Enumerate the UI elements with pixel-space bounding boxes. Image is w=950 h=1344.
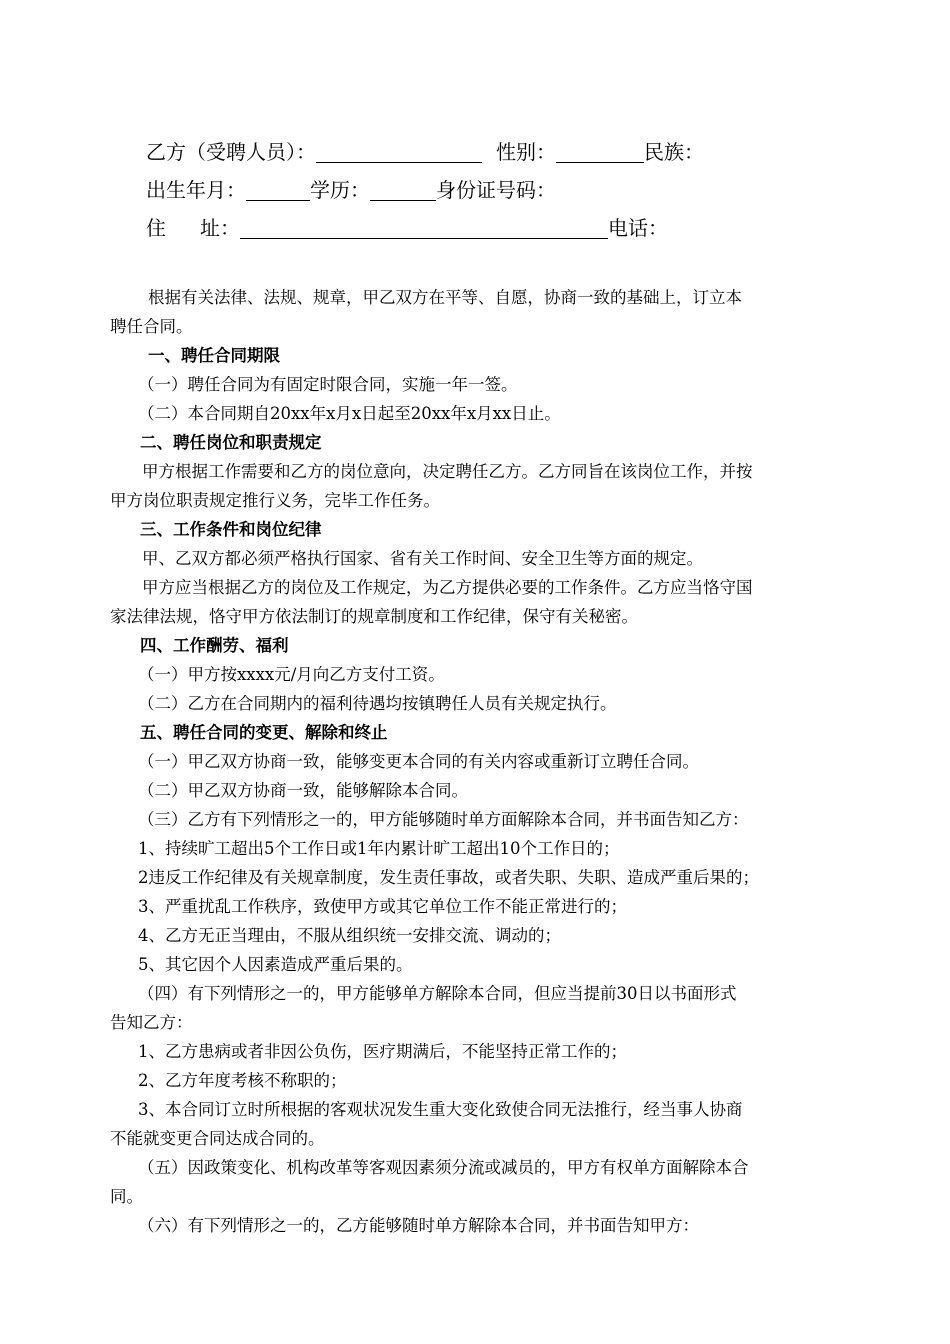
birth-line <box>146 176 556 204</box>
s4-paragraph-2: （二）乙方在合同期内的福利待遇均按镇聘任人员有关规定执行。 <box>138 694 617 713</box>
s5-item-3-4: 4、乙方无正当理由，不服从组织统一安排交流、调动的； <box>138 926 561 945</box>
s5-paragraph-5b: 同。 <box>110 1187 143 1206</box>
birth-blank[interactable] <box>246 178 310 201</box>
party-b-name-blank[interactable] <box>316 140 482 163</box>
section-1-title: 一、聘任合同期限 <box>148 346 280 365</box>
section-3-title: 三、工作条件和岗位纪律 <box>140 520 322 539</box>
section-2-title: 二、聘任岗位和职责规定 <box>140 433 322 452</box>
s3-paragraph-2a: 甲方应当根据乙方的岗位及工作规定，为乙方提供必要的工作条件。乙方应当恪守国 <box>142 578 753 597</box>
s5-paragraph-1: （一）甲乙双方协商一致，能够变更本合同的有关内容或重新订立聘任合同。 <box>138 752 699 771</box>
s2-paragraph-1b: 甲方岗位职责规定推行义务，完毕工作任务。 <box>110 491 440 510</box>
s3-paragraph-1: 甲、乙双方都必须严格执行国家、省有关工作时间、安全卫生等方面的规定。 <box>142 549 703 568</box>
s5-item-4-3a: 3、本合同订立时所根据的客观状况发生重大变化致使合同无法推行，经当事人协商 <box>138 1100 743 1119</box>
s3-paragraph-2b: 家法律法规，恪守甲方依法制订的规章制度和工作纪律，保守有关秘密。 <box>110 607 638 626</box>
s5-paragraph-4b: 告知乙方： <box>110 1013 193 1032</box>
address-line <box>146 214 668 242</box>
gender-blank[interactable] <box>556 140 644 163</box>
s5-item-3-2: 2违反工作纪律及有关规章制度，发生责任事故，或者失职、失职、造成严重后果的； <box>138 868 759 887</box>
s5-paragraph-4a: （四）有下列情形之一的，甲方能够单方解除本合同，但应当提前30日以书面形式 <box>138 984 737 1003</box>
s5-item-3-5: 5、其它因个人因素造成严重后果的。 <box>138 955 413 974</box>
s1-paragraph-1: （一）聘任合同为有固定时限合同，实施一年一签。 <box>138 375 518 394</box>
intro-line-1: 根据有关法律、法规、规章，甲乙双方在平等、自愿，协商一致的基础上，订立本 <box>148 288 742 307</box>
education-label: 学历： <box>310 178 370 202</box>
party-b-line <box>146 138 704 166</box>
s5-item-4-1: 1、乙方患病或者非因公负伤，医疗期满后，不能坚持正常工作的； <box>138 1042 627 1061</box>
gender-label: 性别： <box>496 140 556 164</box>
s5-item-4-3b: 不能就变更合同达成合同的。 <box>110 1129 325 1148</box>
s5-item-3-3: 3、严重扰乱工作秩序，致使甲方或其它单位工作不能正常进行的； <box>138 897 627 916</box>
section-5-title: 五、聘任合同的变更、解除和终止 <box>140 723 388 742</box>
s5-item-3-1: 1、持续旷工超出5个工作日或1年内累计旷工超出10个工作日的； <box>138 839 620 858</box>
phone-label: 电话： <box>608 216 668 240</box>
intro-line-2: 聘任合同。 <box>110 317 193 336</box>
address-label-2: 址： <box>200 216 240 240</box>
s5-paragraph-2: （二）甲乙双方协商一致，能够解除本合同。 <box>138 781 468 800</box>
s1-paragraph-2: （二）本合同期自20xx年x月x日起至20xx年x月xx日止。 <box>138 404 561 423</box>
s5-paragraph-3: （三）乙方有下列情形之一的，甲方能够随时单方面解除本合同，并书面告知乙方： <box>138 810 749 829</box>
address-blank[interactable] <box>240 216 608 239</box>
s5-paragraph-5a: （五）因政策变化、机构改革等客观因素须分流或减员的，甲方有权单方面解除本合 <box>138 1158 749 1177</box>
id-label: 身份证号码： <box>436 178 556 202</box>
birth-label: 出生年月： <box>146 178 246 202</box>
s2-paragraph-1a: 甲方根据工作需要和乙方的岗位意向，决定聘任乙方。乙方同旨在该岗位工作，并按 <box>142 462 753 481</box>
s5-paragraph-6: （六）有下列情形之一的，乙方能够随时单方解除本合同，并书面告知甲方： <box>138 1216 699 1235</box>
s5-item-4-2: 2、乙方年度考核不称职的； <box>138 1071 347 1090</box>
party-b-label: 乙方（受聘人员）： <box>146 140 316 164</box>
s4-paragraph-1: （一）甲方按xxxx元/月向乙方支付工资。 <box>138 665 445 684</box>
address-label-1: 住 <box>146 216 166 240</box>
education-blank[interactable] <box>370 178 436 201</box>
section-4-title: 四、工作酬劳、福利 <box>140 636 289 655</box>
ethnicity-label: 民族： <box>644 140 704 164</box>
